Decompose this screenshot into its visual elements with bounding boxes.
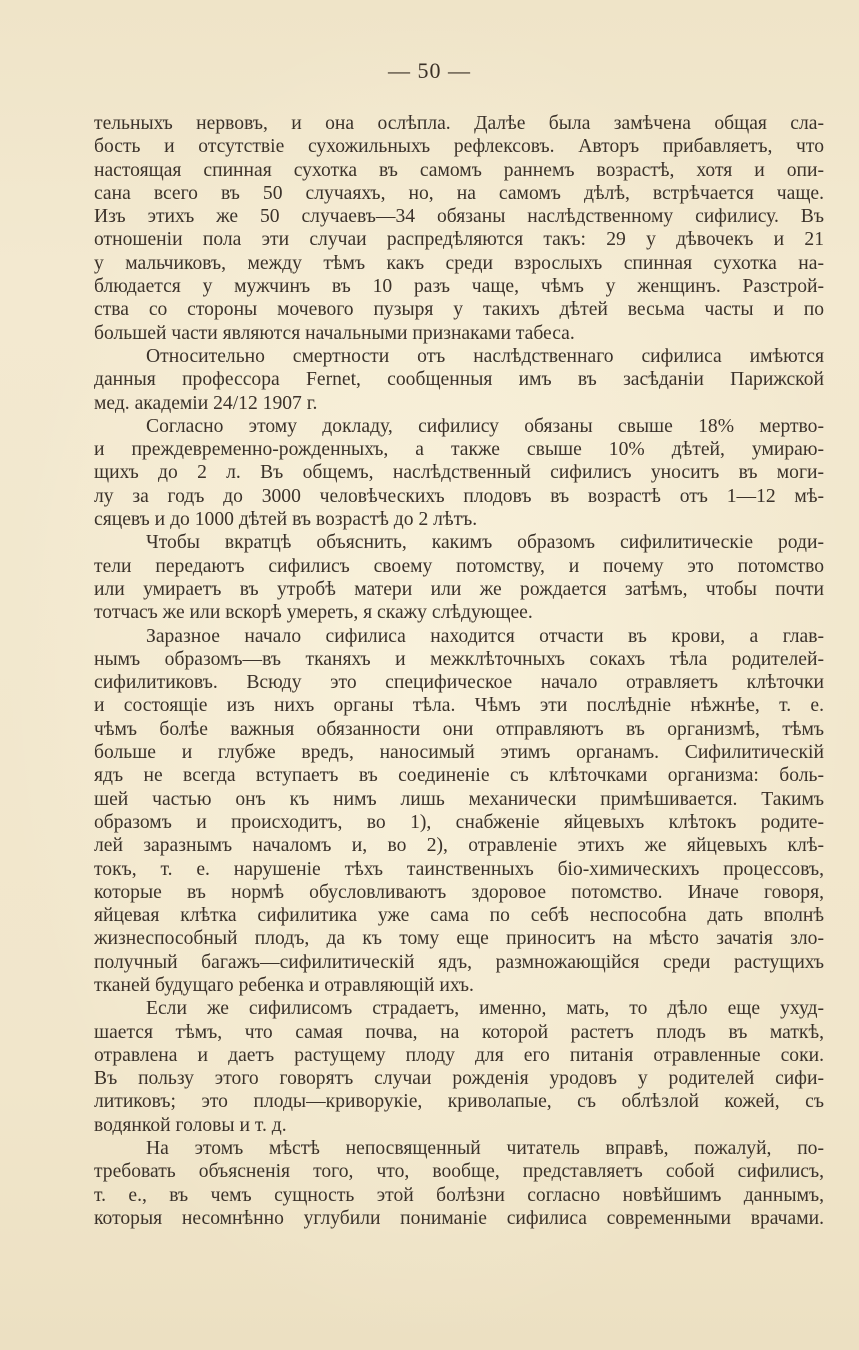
text-line: мед. академіи 24/12 1907 г.: [94, 392, 318, 414]
text-line: сифилитиковъ. Всюду это специфическое начало отравляетъ клѣточки: [94, 672, 824, 694]
text-line: Если же сифилисомъ страдаетъ, именно, мать, то дѣло еще ухуд-: [146, 998, 824, 1020]
text-line: тканей будущаго ребенка и отравляющій ихъ.: [94, 974, 474, 996]
text-line: Чтобы вкратцѣ объяснить, какимъ образомъ сифилитическіе роди-: [146, 532, 824, 554]
text-line: которыя несомнѣнно углубили пониманіе сифилиса современными врачами.: [94, 1207, 824, 1229]
text-line: чѣмъ болѣе важныя обязанности они отправляютъ въ организмѣ, тѣмъ: [94, 718, 824, 740]
text-line: сяцевъ и до 1000 дѣтей въ возрастѣ до 2 лѣтъ.: [94, 509, 478, 531]
text-line: Согласно этому докладу, сифилису обязаны свыше 18% мертво-: [146, 415, 824, 437]
text-line: настоящая спинная сухотка въ самомъ раннемъ возрастѣ, хотя и опи-: [94, 159, 824, 181]
text-line: шей частью онъ къ нимъ лишь механически примѣшивается. Такимъ: [94, 788, 824, 810]
body-text: [94, 112, 824, 1230]
text-line: и преждевременно-рожденныхъ, а также свыше 10% дѣтей, умираю-: [94, 439, 824, 461]
text-line: у мальчиковъ, между тѣмъ какъ среди взрослыхъ спинная сухотка на-: [94, 252, 824, 274]
text-line: блюдается у мужчинъ въ 10 разъ чаще, чѣмъ у женщинъ. Разстрой-: [94, 276, 824, 298]
text-line: и состоящіе изъ нихъ органы тѣла. Чѣмъ эти послѣдніе нѣжнѣе, т. е.: [94, 695, 824, 717]
text-line: бость и отсутствіе сухожильныхъ рефлексовъ. Авторъ прибавляетъ, что: [94, 136, 824, 158]
text-line: На этомъ мѣстѣ непосвященный читатель вправѣ, пожалуй, по-: [146, 1138, 824, 1160]
text-line: водянкой головы и т. д.: [94, 1114, 287, 1136]
text-line: или умираетъ въ утробѣ матери или же рождается затѣмъ, чтобы почти: [94, 578, 824, 600]
text-line: литиковъ; это плоды—криворукіе, криволапые, съ облѣзлой кожей, съ: [94, 1091, 824, 1113]
text-line: отношеніи пола эти случаи распредѣляются такъ: 29 у дѣвочекъ и 21: [94, 229, 824, 251]
text-line: образомъ и происходитъ, во 1), снабженіе яйцевыхъ клѣтокъ родите-: [94, 811, 824, 833]
text-line: тотчасъ же или вскорѣ умереть, я скажу слѣдующее.: [94, 602, 533, 624]
text-line: шается тѣмъ, что самая почва, на которой растетъ плодъ въ маткѣ,: [94, 1021, 824, 1043]
text-line: Изъ этихъ же 50 случаевъ—34 обязаны наслѣдственному сифилису. Въ: [94, 206, 824, 228]
text-line: требовать объясненія того, что, вообще, представляетъ собой сифилисъ,: [94, 1161, 824, 1183]
text-line: большей части являются начальными признаками табеса.: [94, 322, 575, 344]
text-line: ядъ не всегда вступаетъ въ соединеніе съ клѣточками организма: боль-: [94, 765, 824, 787]
text-line: отравлена и даетъ растущему плоду для его питанія отравленные соки.: [94, 1044, 824, 1066]
text-line: сана всего въ 50 случаяхъ, но, на самомъ дѣлѣ, встрѣчается чаще.: [94, 182, 824, 204]
text-line: ства со стороны мочевого пузыря у такихъ дѣтей весьма часты и по: [94, 299, 824, 321]
text-line: данныя профессора Fernet, сообщенныя имъ въ засѣданіи Парижской: [94, 369, 824, 391]
text-line: лей заразнымъ началомъ и, во 2), отравленіе этихъ же яйцевыхъ клѣ-: [94, 835, 824, 857]
text-line: которые въ нормѣ обусловливаютъ здоровое потомство. Иначе говоря,: [94, 881, 824, 903]
text-line: токъ, т. е. нарушеніе тѣхъ таинственныхъ біо-химическихъ процессовъ,: [94, 858, 824, 880]
text-line: Заразное начало сифилиса находится отчасти въ крови, а глав-: [146, 625, 824, 647]
text-line: Относительно смертности отъ наслѣдственнаго сифилиса имѣются: [146, 345, 824, 367]
text-line: нымъ образомъ—въ тканяхъ и межклѣточныхъ сокахъ тѣла родителей-: [94, 648, 824, 670]
text-line: лу за годъ до 3000 человѣческихъ плодовъ въ возрастѣ отъ 1—12 мѣ-: [94, 485, 824, 507]
text-line: яйцевая клѣтка сифилитика уже сама по себѣ неспособна дать вполнѣ: [94, 905, 824, 927]
text-line: тели передаютъ сифилисъ своему потомству, и почему это потомство: [94, 555, 824, 577]
text-line: Въ пользу этого говорятъ случаи рожденія уродовъ у родителей сифи-: [94, 1068, 824, 1090]
page-number: — 50 —: [388, 58, 471, 83]
text-line: т. е., въ чемъ сущность этой болѣзни согласно новѣйшимъ даннымъ,: [94, 1184, 824, 1206]
text-line: жизнеспособный плодъ, да къ тому еще приноситъ на мѣсто зачатія зло-: [94, 928, 824, 950]
text-line: тельныхъ нервовъ, и она ослѣпла. Далѣе была замѣчена общая сла-: [94, 113, 824, 134]
text-line: получный багажъ—сифилитическій ядъ, размножающійся среди растущихъ: [94, 951, 824, 973]
text-line: щихъ до 2 л. Въ общемъ, наслѣдственный сифилисъ уноситъ въ моги-: [94, 462, 824, 484]
text-line: больше и глубже вредъ, наносимый этимъ органамъ. Сифилитическій: [94, 742, 824, 764]
